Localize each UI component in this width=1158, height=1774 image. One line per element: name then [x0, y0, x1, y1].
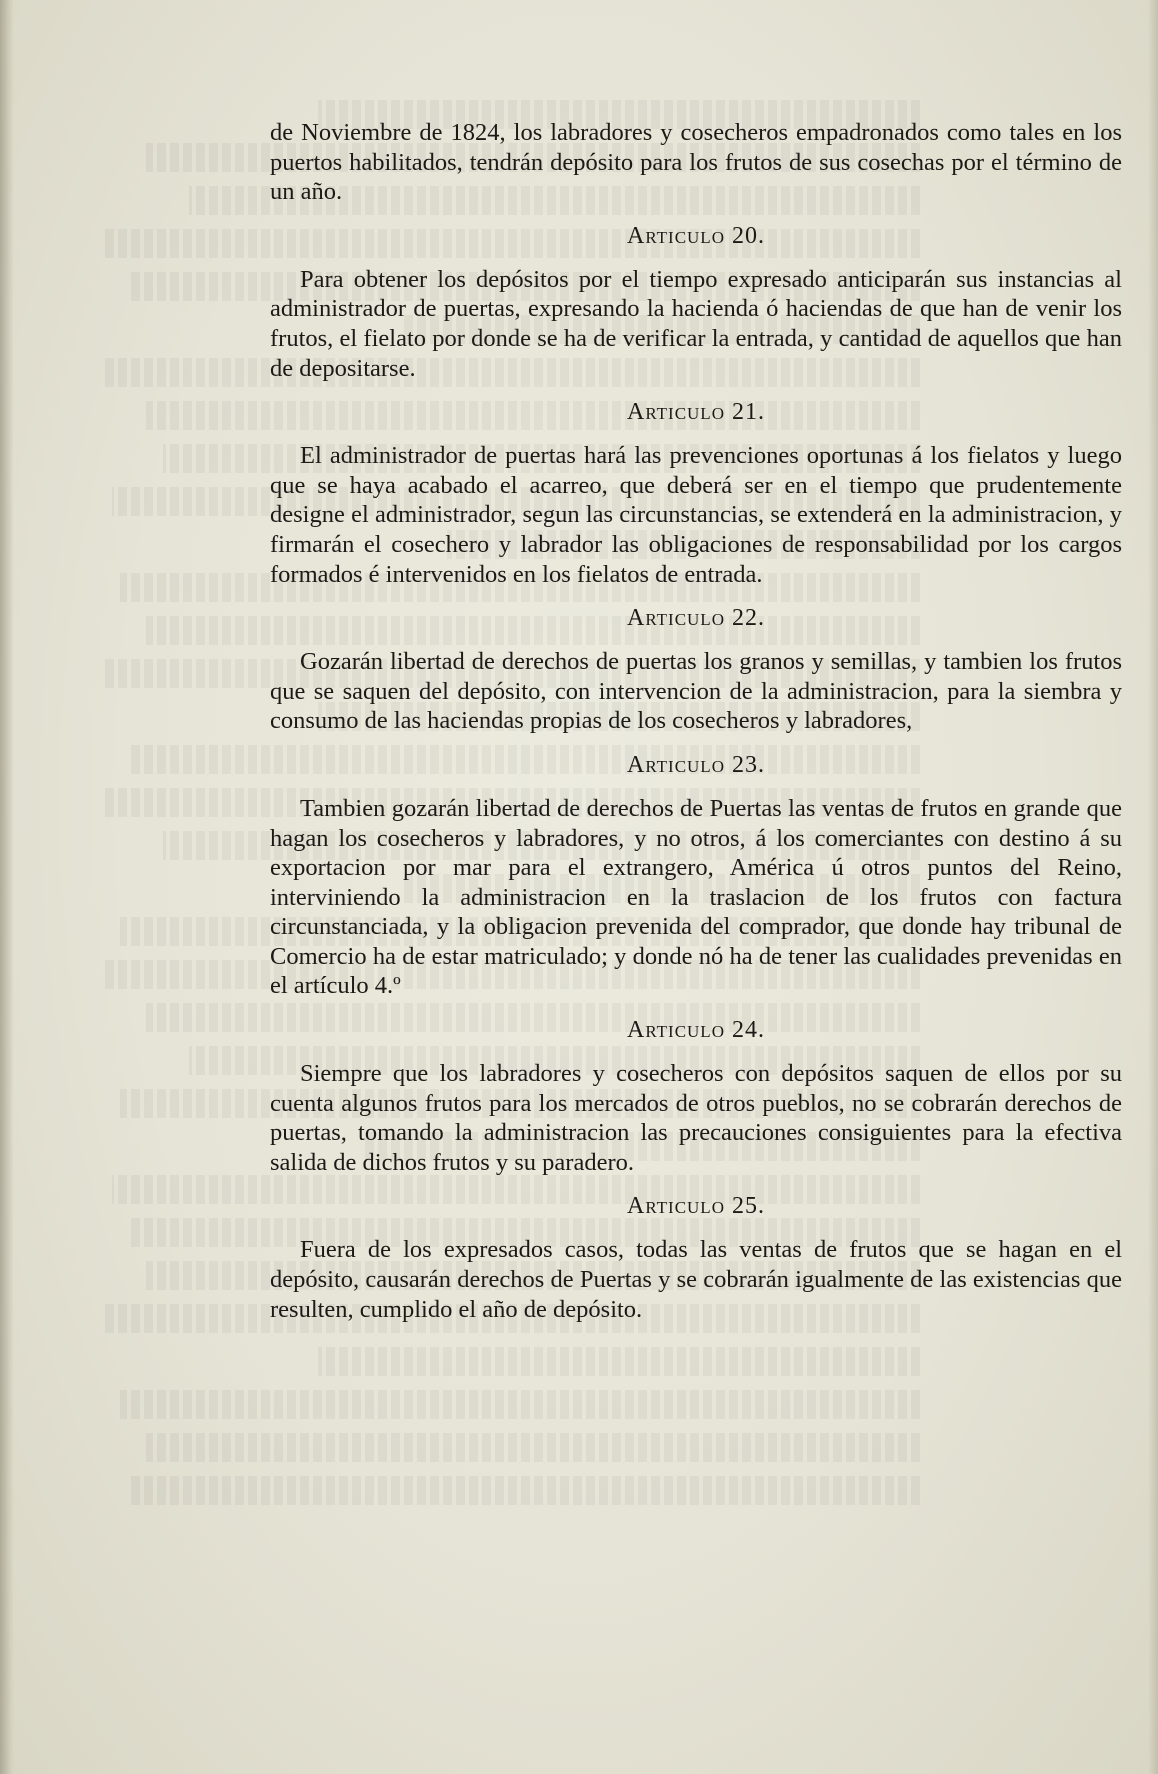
article-22-paragraph: Gozarán libertad de derechos de puertas los granos y semillas, y tambien los frutos que se saquen del depósito, con intervencion de la administracion, para la siembra y consumo de las haciendas propias de los cosecheros y labradores, [270, 648, 1122, 735]
paragraph-continuation: de Noviembre de 1824, los labradores y cosecheros empadronados como tales en los puertos habilitados, tendrán depósito para los frutos de sus cosechas por el término de un año. [270, 119, 1122, 206]
article-heading-23: Articulo 23. [627, 751, 765, 778]
article-heading-25: Articulo 25. [627, 1193, 765, 1220]
article-heading-21: Articulo 21. [627, 399, 765, 426]
article-heading-20: Articulo 20. [627, 222, 765, 249]
article-21-paragraph: El administrador de puertas hará las prevenciones oportunas á los fielatos y luego que se haya acabado el acarreo, que deberá ser en el tiempo que prudentemente designe el administrador, segun las circunstancias, se extenderá en la administracion, y firmarán el cosechero y labrador las obligaciones de responsabilidad por los cargos formados é intervenidos en los fielatos de entrada. [270, 442, 1122, 588]
article-heading-24: Articulo 24. [627, 1017, 765, 1044]
article-24-paragraph: Siempre que los labradores y cosecheros con depósitos saquen de ellos por su cuenta algunos frutos para los mercados de otros pueblos, no se cobrarán derechos de puertas, tomando la administracion las precauciones consiguientes para la efectiva salida de dichos frutos y su paradero. [270, 1060, 1122, 1176]
article-heading-22: Articulo 22. [627, 605, 765, 632]
article-25-paragraph: Fuera de los expresados casos, todas las ventas de frutos que se hagan en el depósito, causarán derechos de Puertas y se cobrarán igualmente de las existencias que resulten, cumplido el año de depósito. [270, 1236, 1122, 1323]
article-23-paragraph: Tambien gozarán libertad de derechos de Puertas las ventas de frutos en grande que hagan los cosecheros y labradores, y no otros, á los comerciantes con destino á su exportacion por mar para el extrangero, América ú otros puntos del Reino, interviniendo la administracion en la traslacion de los frutos con factura circunstanciada, y la obligacion prevenida del comprador, que donde hay tribunal de Comercio ha de estar matriculado; y donde nó ha de tener las cualidades prevenidas en el artículo 4.º [270, 794, 1122, 1000]
document-body [270, 118, 1122, 1324]
article-20-paragraph: Para obtener los depósitos por el tiempo expresado anticiparán sus instancias al administrador de puertas, expresando la hacienda ó haciendas de que han de venir los frutos, el fielato por donde se ha de verificar la entrada, y cantidad de aquellos que han de depositarse. [270, 265, 1122, 382]
